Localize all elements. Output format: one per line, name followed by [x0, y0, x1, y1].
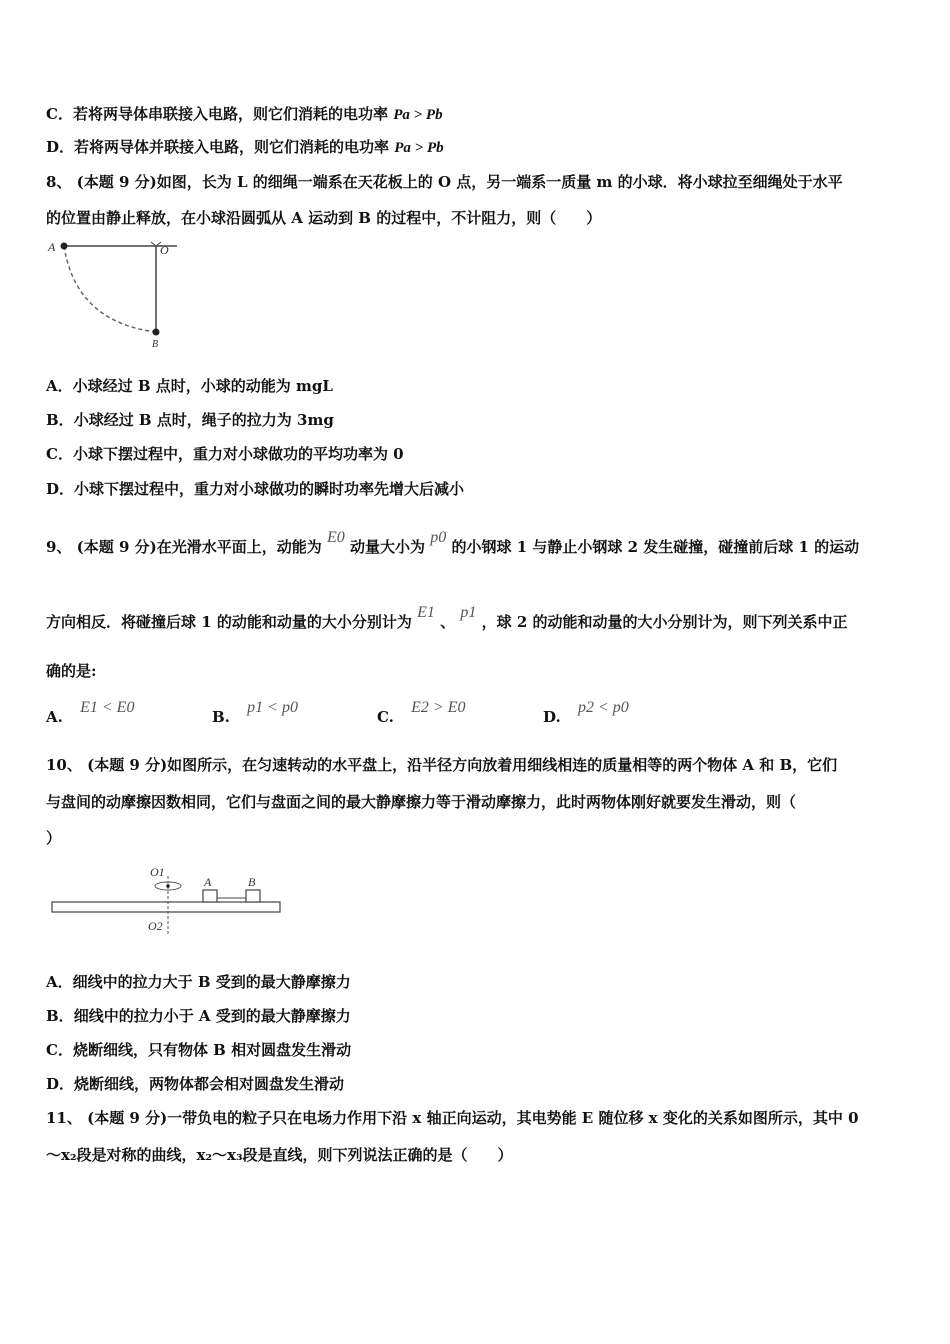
q9-stem-line1: 9、 (本题 9 分)在光滑水平面上，动能为 E0 动量大小为 p0 的小钢球 1 与静止小钢球 2 发生碰撞，碰撞前后球 1 的运动 — [46, 529, 860, 556]
q10-stem-line3: ） — [46, 829, 62, 847]
q8-option-d: D．小球下摆过程中，重力对小球做功的瞬时功率先增大后减小 — [46, 480, 465, 498]
q10-turntable-figure — [48, 862, 288, 938]
label-o: O — [160, 243, 169, 257]
e0-symbol: E0 — [326, 529, 345, 546]
label-b: B — [152, 339, 159, 350]
block-b — [246, 890, 260, 902]
label-o1: O1 — [150, 865, 165, 879]
q9-option-c: C. E2 > E0 — [377, 699, 466, 726]
q9-option-d: D. p2 < p0 — [543, 699, 629, 726]
turntable-disk — [52, 902, 280, 912]
q10-option-b: B．细线中的拉力小于 A 受到的最大静摩擦力 — [46, 1007, 351, 1025]
q9-stem-line3: 确的是: — [46, 662, 97, 680]
q7-option-d: D．若将两导体并联接入电路，则它们消耗的电功率 Pa > Pb — [46, 138, 444, 156]
e1-symbol: E1 — [417, 604, 435, 621]
label-a: A — [204, 875, 212, 889]
q10-stem-line2: 与盘间的动摩擦因数相同，它们与盘面之间的最大静摩擦力等于滑动摩擦力，此时两物体刚好就要发生滑动，则（ — [46, 793, 797, 811]
ball-at-a — [61, 243, 68, 250]
p0-symbol: p0 — [430, 529, 447, 546]
q10-stem-line1: 10、 (本题 9 分)如图所示，在匀速转动的水平盘上，沿半径方向放着用细线相连的质量相等的两个物体 A 和 B，它们 — [46, 756, 838, 774]
q9-option-b: B. p1 < p0 — [212, 699, 298, 726]
q10-option-d: D．烧断细线，两物体都会相对圆盘发生滑动 — [46, 1075, 345, 1093]
q9-stem-line2: 方向相反．将碰撞后球 1 的动能和动量的大小分别计为 E1 、 p1 ，球 2 的动能和动量的大小分别计为，则下列关系中正 — [46, 604, 848, 631]
q10-option-c: C．烧断细线，只有物体 B 相对圆盘发生滑动 — [46, 1041, 352, 1059]
arc-path — [64, 246, 156, 332]
q11-stem-line2: ～x₂段是对称的曲线，x₂～x₃段是直线，则下列说法正确的是（ ） — [46, 1146, 513, 1164]
q8-option-b: B．小球经过 B 点时，绳子的拉力为 3mg — [46, 411, 334, 429]
q8-pendulum-figure — [44, 236, 184, 351]
q9-option-a: A. E1 < E0 — [46, 699, 135, 726]
block-a — [203, 890, 217, 902]
q8-option-a: A．小球经过 B 点时，小球的动能为 mgL — [46, 377, 333, 395]
q7-option-c: C．若将两导体串联接入电路，则它们消耗的电功率 Pa > Pb — [46, 105, 443, 123]
ball-at-b — [153, 329, 160, 336]
q8-stem-line2: 的位置由静止释放，在小球沿圆弧从 A 运动到 B 的过程中，不计阻力，则（ ） — [46, 209, 602, 227]
label-o2: O2 — [148, 919, 163, 933]
q8-stem-line1: 8、 (本题 9 分)如图，长为 L 的细绳一端系在天花板上的 O 点，另一端系一质量 m 的小球．将小球拉至细绳处于水平 — [46, 173, 843, 191]
label-b: B — [248, 875, 256, 889]
q11-stem-line1: 11、 (本题 9 分)一带负电的粒子只在电场力作用下沿 x 轴正向运动，其电势能 E 随位移 x 变化的关系如图所示，其中 0 — [46, 1109, 859, 1127]
label-a: A — [48, 240, 56, 254]
q8-option-c: C．小球下摆过程中，重力对小球做功的平均功率为 0 — [46, 445, 404, 463]
q7-c-formula: Pa > Pb — [393, 107, 443, 123]
q10-option-a: A．细线中的拉力大于 B 受到的最大静摩擦力 — [46, 973, 351, 991]
q7-d-formula: Pa > Pb — [394, 140, 444, 156]
p1-symbol: p1 — [460, 604, 477, 621]
